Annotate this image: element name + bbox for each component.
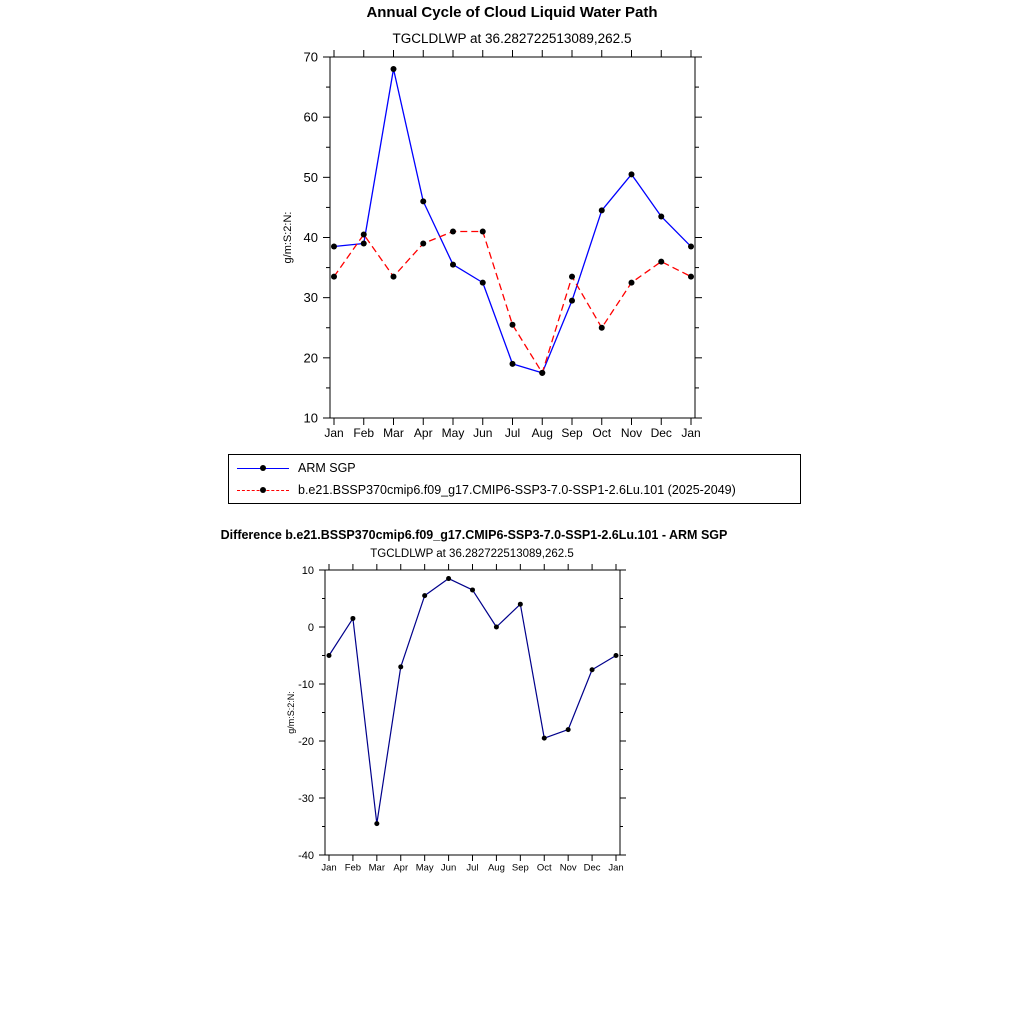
x-tick-label: Aug	[531, 426, 553, 440]
data-point	[331, 244, 337, 250]
data-point	[420, 198, 426, 204]
x-tick-label: May	[441, 426, 465, 440]
data-point	[569, 274, 575, 280]
y-axis-label: g/m:S:2:N:	[286, 691, 296, 734]
x-tick-label: Jun	[440, 862, 457, 874]
legend-item-model-run	[237, 479, 792, 501]
x-tick-label: Jul	[504, 426, 521, 440]
y-tick-label: -20	[298, 735, 314, 748]
data-point	[331, 274, 337, 280]
legend-item-arm-sgp	[237, 457, 792, 479]
data-point	[658, 213, 664, 219]
data-point	[510, 361, 516, 367]
data-point	[590, 667, 595, 672]
data-point	[599, 207, 605, 213]
x-tick-label: Jan	[608, 862, 624, 874]
data-point	[494, 625, 499, 630]
legend	[228, 454, 801, 504]
x-tick-label: May	[415, 862, 434, 874]
x-tick-label: Jan	[321, 862, 337, 874]
legend-label-model-run: b.e21.BSSP370cmip6.f09_g17.CMIP6-SSP3-7.0-SSP1-2.6Lu.101 (2025-2049)	[298, 483, 736, 497]
data-point	[599, 325, 605, 331]
data-point	[539, 370, 545, 376]
data-point	[391, 66, 397, 72]
data-point	[450, 228, 456, 234]
series-line-0	[329, 579, 616, 824]
difference-chart-subtitle: TGCLDLWP at 36.282722513089,262.5	[370, 548, 574, 560]
y-tick-label: -40	[298, 849, 314, 862]
y-axis-label: g/m:S:2:N:	[282, 211, 294, 264]
y-tick-label: 40	[303, 230, 318, 246]
x-tick-label: Nov	[559, 862, 577, 874]
x-tick-label: Apr	[413, 426, 433, 440]
series-line-1	[334, 231, 691, 372]
data-point	[688, 274, 694, 280]
data-point	[569, 298, 575, 304]
data-point	[361, 241, 367, 247]
data-point	[361, 231, 367, 237]
x-tick-label: Jan	[324, 426, 344, 440]
chart-subtitle: TGCLDLWP at 36.282722513089,262.5	[392, 31, 632, 46]
x-tick-label: Sep	[511, 862, 529, 874]
plot-frame	[325, 570, 620, 855]
x-tick-label: Apr	[393, 862, 409, 874]
x-tick-label: Oct	[536, 862, 552, 874]
legend-label-arm-sgp: ARM SGP	[298, 461, 356, 475]
x-tick-label: Jun	[473, 426, 493, 440]
x-tick-label: Oct	[592, 426, 612, 440]
x-tick-label: Dec	[583, 862, 601, 874]
data-point	[566, 727, 571, 732]
y-tick-label: 70	[303, 49, 318, 65]
data-point	[422, 593, 427, 598]
data-point	[480, 228, 486, 234]
data-point	[420, 241, 426, 247]
chart-title: Annual Cycle of Cloud Liquid Water Path	[366, 4, 658, 21]
data-point	[688, 244, 694, 250]
x-tick-label: Jul	[466, 862, 479, 874]
data-point	[327, 653, 332, 658]
x-tick-label: Aug	[487, 862, 505, 874]
data-point	[450, 262, 456, 268]
x-tick-label: Feb	[344, 862, 362, 874]
data-point	[629, 171, 635, 177]
y-tick-label: 20	[303, 350, 318, 366]
y-tick-label: -30	[298, 792, 314, 805]
data-point	[391, 274, 397, 280]
legend-marker-dot	[260, 465, 266, 471]
data-point	[470, 587, 475, 592]
difference-chart	[0, 555, 1024, 895]
data-point	[510, 322, 516, 328]
difference-chart-title: Difference b.e21.BSSP370cmip6.f09_g17.CMIP6-SSP3-7.0-SSP1-2.6Lu.101 - ARM SGP	[220, 528, 728, 542]
y-tick-label: 0	[307, 621, 314, 634]
data-point	[480, 280, 486, 286]
data-point	[614, 653, 619, 658]
data-point	[398, 664, 403, 669]
annual-cycle-chart	[0, 0, 1024, 455]
data-point	[658, 259, 664, 265]
legend-marker-dot	[260, 487, 266, 493]
data-point	[542, 736, 547, 741]
y-tick-label: 60	[303, 109, 318, 125]
data-point	[518, 602, 523, 607]
x-tick-label: Sep	[561, 426, 583, 440]
x-tick-label: Nov	[620, 426, 643, 440]
data-point	[629, 280, 635, 286]
x-tick-label: Dec	[650, 426, 672, 440]
x-tick-label: Mar	[368, 862, 386, 874]
y-tick-label: 10	[301, 564, 314, 577]
data-point	[446, 576, 451, 581]
x-tick-label: Feb	[353, 426, 375, 440]
y-tick-label: 30	[303, 290, 318, 306]
data-point	[374, 821, 379, 826]
x-tick-label: Mar	[383, 426, 404, 440]
x-tick-label: Jan	[681, 426, 701, 440]
data-point	[350, 616, 355, 621]
y-tick-label: -10	[298, 678, 314, 691]
y-tick-label: 50	[303, 169, 318, 185]
y-tick-label: 10	[303, 410, 318, 426]
